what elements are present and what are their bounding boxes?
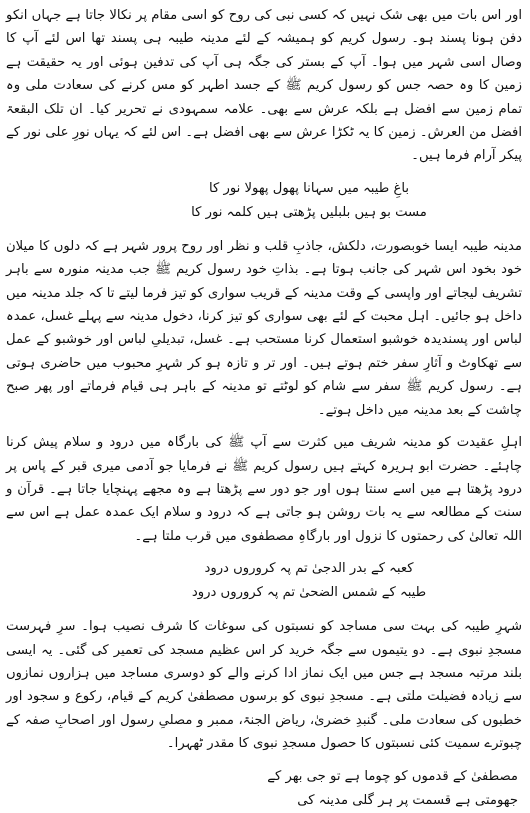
couplet-line: باغِ طیبہ میں سہانا پھول پھولا نور کا [208, 180, 410, 196]
paragraph-masjid-nabawi: شہرِ طیبہ کی بہت سی مساجد کو نسبتوں کی سوغات کا شرف نصیب ہوا۔ سرِ فہرست مسجدِ نبوی ہے۔ دو یتیموں سے جگہ خرید کر اس عظیم مسجد کی تعمیر کی گئی۔ یہ ایسی بلند مرتبہ مسجد ہے جس میں ایک نماز ادا کرنے والے کو دوسری مساجد میں ہزاروں نمازوں سے زیادہ فضیلت ملتی ہے۔ مسجدِ نبوی کو برسوں مصطفیٰ کریم کے قیام، رکوع و سجود اور خطبوں کی سعادت ملی۔ گنبدِ خضریٰ، ریاض الجنۃ، ممبر و مصلیِ رسول اور اصحابِ صفہ کے چبوترے سمیت کئی نسبتوں کا حصول مسجدِ نبوی کا مقدر ٹھہرا۔ [6, 619, 522, 752]
couplet-line: جھومتی ہے قسمت پر ہر گلی مدینہ کی [297, 792, 518, 808]
paragraph-madina-beauty: مدینہ طیبہ ایسا خوبصورت، دلکش، جاذبِ قلب و نظر اور روح پرور شہر ہے کہ دلوں کا میلان خود بخود اس شہر کی جانب ہوتا ہے۔ بذاتِ خود رسول کریم ﷺ جب مدینہ منورہ سے باہر تشریف لیجاتے اور واپسی کے وقت مدینہ کے قریب سواری کو تیز فرما لیتے تا کہ جلد مدینہ میں داخل ہو جائیں۔ اہل محبت کے لئے بھی سواری کو تیز کرنا، دخول مدینہ سے پہلے غسل، عمدہ لباس اور پسندیدہ خوشبو استعمال کرنا مستحب ہے۔ غسل، تبدیلیِ لباس اور خوشبو کے عمل سے تھکاوٹ و آثارِ سفر ختم ہوتے ہیں۔ اور تر و تازہ ہو کر شہرِ محبوب میں حاضری ہوتی ہے۔ رسول کریم ﷺ سفر سے شام کو لوٹتے تو مدینہ کے باہر ہی قیام فرماتے اور پھر صبح چاشت کے بعد مدینہ میں داخل ہوتے۔ [6, 238, 522, 418]
couplet-line: طیبہ کے شمس الضحیٰ تم پہ کروروں درود [191, 585, 427, 601]
couplet-mustafa-qadmon [6, 765, 522, 813]
couplet-bagh-e-taiba [6, 177, 522, 225]
paragraph-prophet-resting-place: اور اس بات میں بھی شک نہیں کہ کسی نبی کی روح کو اسی مقام پر نکالا جاتا ہے جہاں انکو دفن ہونا پسند ہو۔ رسول کریم کو ہمیشہ کے لئے مدینہ طیبہ ہی پسند تھا اس لئے آپ کا وصال اسی شہر میں ہوا۔ آپ کے بستر کی جگہ ہی آپ کی تدفین ہوئی اور یہ حقیقت ہے زمین کا وہ حصہ جس کو رسول کریم ﷺ کے جسد اطہر کو مس کرنے کی سعادت ملی وہ تمام زمین سے افضل ہے بلکہ عرش سے بھی۔ علامہ سمہودی نے تحریر کیا۔ ان تلک البقعۃ افضل من العرش۔ زمین کا یہ ٹکڑا عرش سے بھی افضل ہے۔ اس لئے کہ یہاں نورِ علی نور کے پیکر آرام فرما ہیں۔ [6, 8, 522, 164]
couplet-line: مست بو ہیں بلبلیں پڑھتی ہیں کلمہ نور کا [191, 204, 427, 220]
couplet-kaaba-durood [6, 557, 522, 605]
couplet-line: کعبہ کے بدر الدجیٰ تم پہ کروروں درود [204, 561, 414, 577]
paragraph-durood-salam: اہلِ عقیدت کو مدینہ شریف میں کثرت سے آپ ﷺ کی بارگاہ میں درود و سلام پیش کرنا چاہئے۔ حضرت ابو ہریرہ کہتے ہیں رسول کریم ﷺ نے فرمایا جو آدمی میری قبر کے پاس پر درود پڑھتا ہے میں اسے سنتا ہوں اور جو دور سے پڑھتا ہے وہ مجھے پہنچایا جاتا ہے۔ قرآن و سنت کے مطالعہ سے یہ بات روشن ہو جاتی ہے کہ درود و سلام ایک عمدہ عمل ہے اس سے اللہ تعالیٰ کی رحمتوں کا نزول اور بارگاہِ مصطفوی میں قرب ملتا ہے۔ [6, 435, 522, 544]
couplet-line: مصطفیٰ کے قدموں کو چوما ہے تو جی بھر کے [267, 768, 518, 784]
